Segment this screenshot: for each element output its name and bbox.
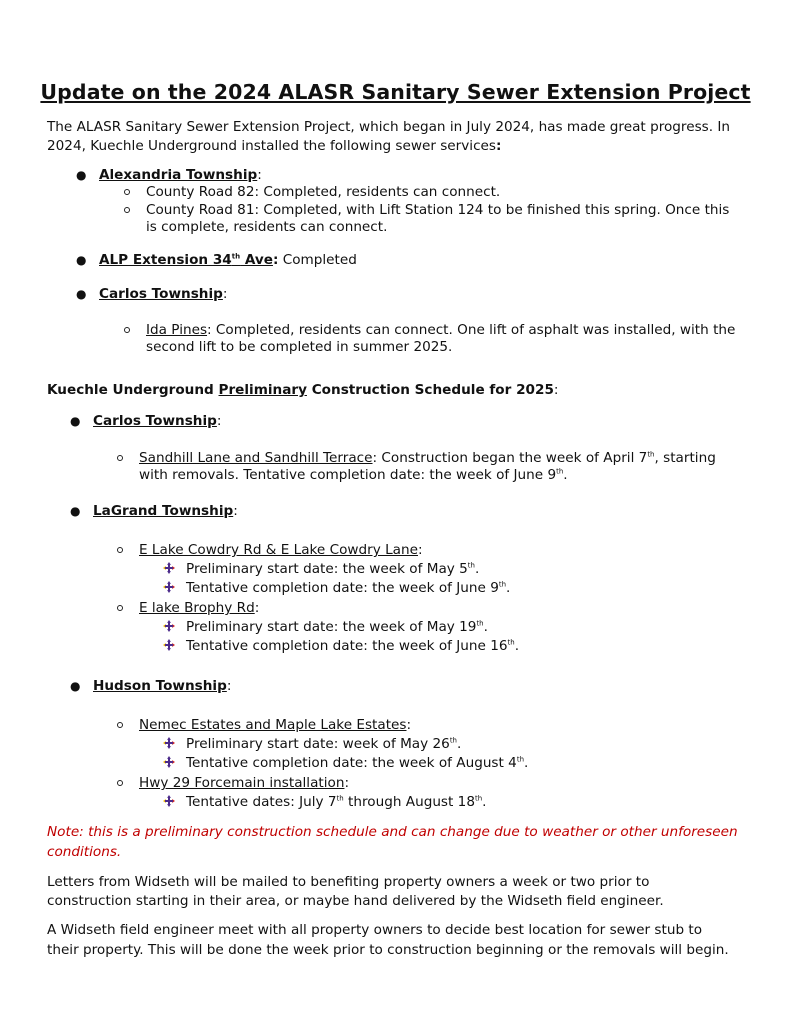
sub-bullet-icon [117, 455, 123, 461]
bullet-icon: ● [76, 287, 87, 301]
brophy-end-a: Tentative completion date: the week of June 16 [186, 638, 508, 654]
sub-bullet-icon [117, 605, 123, 611]
nemec-label: Nemec Estates and Maple Lake Estates [139, 717, 407, 733]
letters-line-2: construction starting in their area, or maybe hand delivered by the Widseth field engineer. [47, 893, 664, 909]
alexandria-item-1: County Road 82: Completed, residents can connect. [146, 184, 501, 200]
note-line-2: conditions. [47, 844, 122, 860]
engineer-line-1: A Widseth field engineer meet with all property owners to decide best location for sewer stub to [47, 922, 703, 938]
cowdry-end-sup: th [498, 580, 507, 589]
schedule-heading-prefix: Kuechle Underground [47, 382, 219, 398]
ida-pines-line-2: second lift to be completed in summer 2025. [146, 339, 453, 355]
bullet-icon: ● [76, 168, 87, 182]
nemec-end-a: Tentative completion date: the week of August 4 [186, 755, 517, 771]
sandhill-label: Sandhill Lane and Sandhill Terrace [139, 450, 373, 466]
cowdry-end-b: . [506, 580, 511, 596]
alp-label-end: Ave [240, 252, 273, 268]
lagrand-label: LaGrand Township [93, 503, 234, 519]
lagrand-suffix: : [233, 503, 238, 519]
hwy29-heading [139, 775, 349, 792]
alp-colon: : [272, 252, 279, 268]
sandhill-line-2 [139, 467, 568, 484]
carlos-2025-suffix: : [216, 413, 222, 429]
alexandria-label: Alexandria Township [99, 167, 258, 183]
nemec-end [186, 755, 528, 772]
sandhill-text-b: , starting [654, 450, 716, 466]
alp-label-main: ALP Extension 34 [99, 252, 232, 268]
sub-bullet-icon [117, 547, 123, 553]
alp-label [99, 252, 273, 268]
ida-pines-line-1 [146, 322, 735, 339]
cowdry-label: E Lake Cowdry Rd & E Lake Cowdry Lane [139, 542, 418, 558]
nemec-start-b: . [457, 736, 462, 752]
cowdry-suffix: : [418, 542, 423, 558]
carlos-2024-heading [99, 286, 227, 303]
bullet-icon: ● [70, 414, 81, 428]
page-title: Update on the 2024 ALASR Sanitary Sewer Extension Project [40, 80, 751, 104]
intro-line-1: The ALASR Sanitary Sewer Extension Project, which began in July 2024, has made great progress. In [47, 119, 731, 135]
schedule-heading-emphasis: Preliminary [218, 382, 307, 398]
carlos-2025-heading [93, 413, 221, 430]
alexandria-item-2: County Road 81: Completed, with Lift Station 124 to be finished this spring. Once this [146, 202, 730, 218]
carlos-2024-label: Carlos Township [99, 286, 223, 302]
hwy29-sup-2: th [474, 794, 483, 803]
sandhill-sup-1: th [647, 450, 655, 459]
ida-pines-text: : Completed, residents can connect. One lift of asphalt was installed, with the [207, 322, 736, 338]
nemec-end-b: . [524, 755, 529, 771]
four-way-arrow-icon [163, 581, 175, 593]
brophy-end-b: . [514, 638, 520, 654]
engineer-line-2: their property. This will be done the week prior to construction beginning or the removals will begin. [47, 942, 729, 958]
sandhill-line-2-a: with removals. Tentative completion date: the week of June 9 [139, 467, 557, 483]
nemec-heading [139, 717, 411, 734]
sub-bullet-icon [124, 327, 130, 333]
schedule-heading-colon: : [553, 382, 559, 398]
nemec-suffix: : [406, 717, 412, 733]
bullet-icon: ● [70, 679, 81, 693]
ida-pines-label: Ida Pines [146, 322, 208, 338]
four-way-arrow-icon [163, 639, 175, 651]
brophy-end-sup: th [507, 638, 515, 647]
brophy-heading [139, 600, 259, 617]
hwy29-dates-b: through August 18 [343, 794, 475, 810]
intro-line-2-text: 2024, Kuechle Underground installed the following sewer services [47, 138, 497, 154]
sandhill-line-1 [139, 450, 716, 467]
four-way-arrow-icon [163, 756, 175, 768]
schedule-heading-suffix: Construction Schedule for 2025 [306, 382, 554, 398]
sub-bullet-icon [124, 207, 130, 213]
alexandria-heading [99, 167, 262, 184]
cowdry-end-a: Tentative completion date: the week of June 9 [186, 580, 499, 596]
alp-heading [99, 252, 357, 269]
hwy29-dates [186, 794, 486, 811]
hwy29-dates-a: Tentative dates: July 7 [186, 794, 337, 810]
sandhill-line-2-b: . [563, 467, 568, 483]
cowdry-start [186, 561, 479, 578]
note-line-1: Note: this is a preliminary construction schedule and can change due to weather or other unforeseen [47, 824, 738, 840]
hwy29-dates-c: . [482, 794, 487, 810]
four-way-arrow-icon [163, 562, 175, 574]
nemec-start [186, 736, 461, 753]
brophy-end [186, 638, 519, 655]
hwy29-sup-1: th [336, 794, 344, 803]
brophy-start-b: . [483, 619, 488, 635]
sandhill-sup-2: th [556, 467, 564, 476]
brophy-suffix: : [254, 600, 260, 616]
brophy-label: E lake Brophy Rd [139, 600, 255, 616]
lagrand-heading [93, 503, 238, 520]
sub-bullet-icon [124, 189, 130, 195]
four-way-arrow-icon [163, 737, 175, 749]
intro-colon: : [496, 138, 502, 154]
hwy29-label: Hwy 29 Forcemain installation [139, 775, 345, 791]
sub-bullet-icon [117, 722, 123, 728]
four-way-arrow-icon [163, 795, 175, 807]
nemec-end-sup: th [516, 755, 525, 764]
sandhill-text-a: : Construction began the week of April 7 [372, 450, 648, 466]
cowdry-start-a: Preliminary start date: the week of May 5 [186, 561, 468, 577]
carlos-2024-suffix: : [222, 286, 228, 302]
bullet-icon: ● [76, 253, 87, 267]
alexandria-suffix: : [257, 167, 262, 183]
alexandria-item-2-cont: is complete, residents can connect. [146, 219, 388, 235]
hudson-heading [93, 678, 231, 695]
carlos-2025-label: Carlos Township [93, 413, 217, 429]
cowdry-start-sup: th [467, 561, 475, 570]
hudson-label: Hudson Township [93, 678, 227, 694]
nemec-start-a: Preliminary start date: week of May 26 [186, 736, 450, 752]
sub-bullet-icon [117, 780, 123, 786]
nemec-start-sup: th [449, 736, 457, 745]
brophy-start-sup: th [476, 619, 484, 628]
alp-status: Completed [278, 252, 357, 268]
cowdry-heading [139, 542, 423, 559]
brophy-start-a: Preliminary start date: the week of May 19 [186, 619, 477, 635]
bullet-icon: ● [70, 504, 81, 518]
cowdry-start-b: . [474, 561, 480, 577]
cowdry-end [186, 580, 510, 597]
brophy-start [186, 619, 488, 636]
four-way-arrow-icon [163, 620, 175, 632]
hudson-suffix: : [226, 678, 232, 694]
intro-line-2 [47, 138, 501, 155]
schedule-heading [47, 382, 559, 399]
alp-label-sup: th [231, 252, 241, 261]
hwy29-suffix: : [344, 775, 350, 791]
letters-line-1: Letters from Widseth will be mailed to benefiting property owners a week or two prior to [47, 874, 650, 890]
